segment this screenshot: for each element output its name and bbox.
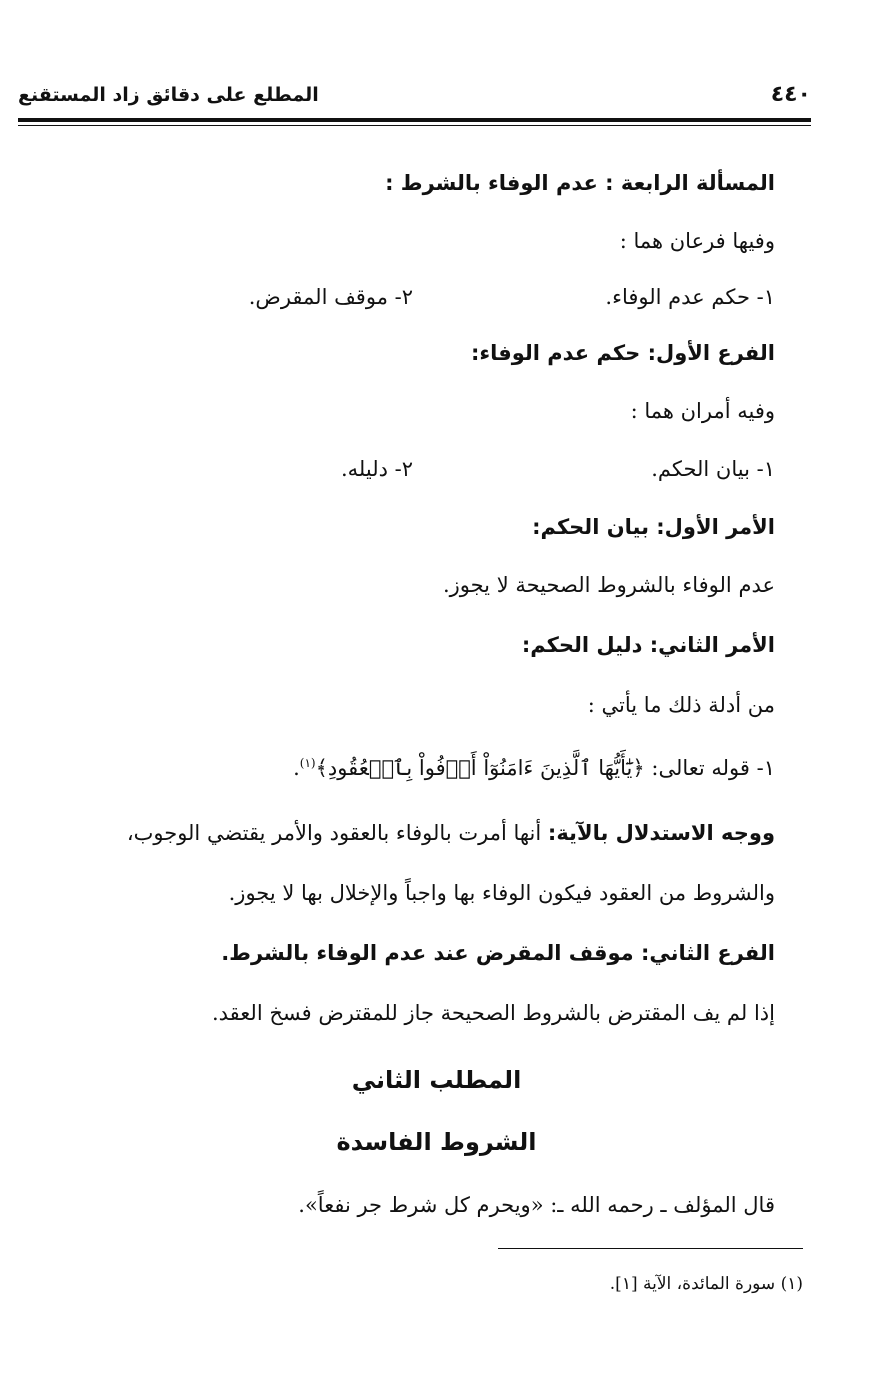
matter2-heading: الأمر الثاني: دليل الحكم: bbox=[521, 633, 775, 657]
author-quote: قال المؤلف ـ رحمه الله ـ: «ويحرم كل شرط جر نفعاً». bbox=[298, 1193, 775, 1217]
header-rule bbox=[18, 118, 811, 122]
header-rule-thin bbox=[18, 125, 811, 126]
branch1-intro: وفيه أمران هما : bbox=[630, 399, 775, 423]
branch1-heading: الفرع الأول: حكم عدم الوفاء: bbox=[470, 341, 775, 365]
page-number: ٤٤٠ bbox=[770, 82, 811, 107]
inference-text-1: أنها أمرت بالوفاء بالعقود والأمر يقتضي الوجوب، bbox=[126, 821, 542, 845]
branch2-heading: الفرع الثاني: موقف المقرض عند عدم الوفاء بالشرط. bbox=[221, 941, 775, 965]
branch1-item-1: ١- بيان الحكم. bbox=[651, 457, 775, 481]
issue4-item-2: ٢- موقف المقرض. bbox=[248, 285, 413, 309]
inference-label: ووجه الاستدلال بالآية: bbox=[547, 821, 775, 845]
quran-verse: ﴿يَٰٓأَيُّهَا ٱلَّذِينَ ءَامَنُوٓاْ أَوۡفُواْ بِٱلۡعُقُودِ﴾ bbox=[315, 756, 645, 780]
section-subtitle: الشروط الفاسدة bbox=[336, 1128, 537, 1156]
inference-line-1 bbox=[64, 818, 775, 848]
inference-line-2: والشروط من العقود فيكون الوفاء بها واجباً والإخلال بها لا يجوز. bbox=[228, 881, 775, 905]
evidence-1-prefix: ١- قوله تعالى: bbox=[651, 756, 775, 780]
issue4-item-1: ١- حكم عدم الوفاء. bbox=[605, 285, 775, 309]
footnote-rule bbox=[498, 1248, 803, 1249]
branch1-item-2: ٢- دليله. bbox=[340, 457, 413, 481]
footnote-reference: (١) bbox=[299, 756, 316, 770]
evidence-1-end: . bbox=[293, 756, 300, 780]
matter1-text: عدم الوفاء بالشروط الصحيحة لا يجوز. bbox=[442, 573, 775, 597]
running-title: المطلع على دقائق زاد المستقنع bbox=[18, 84, 319, 106]
footnote: (١) سورة المائدة، الآية [١]. bbox=[609, 1274, 803, 1294]
page-header bbox=[18, 80, 811, 116]
section-title: المطلب الثاني bbox=[351, 1066, 522, 1094]
evidence-1 bbox=[293, 748, 775, 783]
issue4-intro: وفيها فرعان هما : bbox=[619, 229, 775, 253]
issue4-heading: المسألة الرابعة : عدم الوفاء بالشرط : bbox=[385, 171, 775, 195]
matter1-heading: الأمر الأول: بيان الحكم: bbox=[532, 515, 775, 539]
matter2-intro: من أدلة ذلك ما يأتي : bbox=[587, 693, 775, 717]
branch2-text: إذا لم يف المقترض بالشروط الصحيحة جاز للمقترض فسخ العقد. bbox=[211, 1001, 775, 1025]
